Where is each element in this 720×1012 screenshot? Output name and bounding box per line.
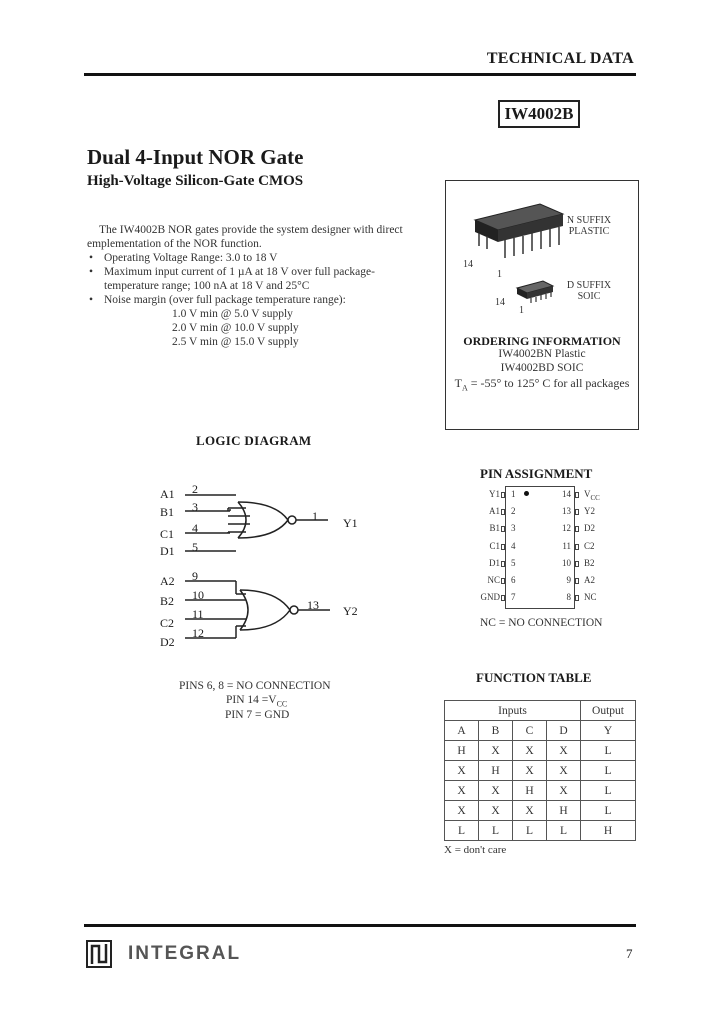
- package-drawings: [445, 180, 639, 330]
- noise-margin-line: 1.0 V min @ 5.0 V supply: [172, 308, 293, 320]
- pin-stub: [575, 526, 579, 532]
- intro-line: emplementation of the NOR function.: [87, 238, 262, 250]
- dip-package-icon: [475, 204, 563, 258]
- table-cell: L: [581, 801, 636, 821]
- header-rule: [84, 73, 636, 76]
- logic-diagram-title: LOGIC DIAGRAM: [196, 433, 312, 448]
- table-cell: L: [581, 741, 636, 761]
- pin-stub: [501, 509, 505, 515]
- table-cell: X: [479, 781, 513, 801]
- description: [87, 223, 432, 349]
- pin-left-label: A1: [489, 506, 500, 517]
- pin-stub: [501, 544, 505, 550]
- bullet-voltage: • Operating Voltage Range: 3.0 to 18 V: [87, 251, 432, 265]
- pin-stub: [501, 578, 505, 584]
- input-label: D2: [160, 635, 175, 649]
- nc-note: PINS 6, 8 = NO CONNECTION: [179, 680, 331, 692]
- pin-right-label: C2: [584, 540, 595, 551]
- pin-right-number: 9: [566, 575, 571, 585]
- table-cell: H: [581, 821, 636, 841]
- output-pin-number: 13: [307, 598, 319, 612]
- dont-care-note: X = don't care: [444, 844, 507, 856]
- output-label: Y2: [343, 604, 358, 618]
- pin-stub: [501, 561, 505, 567]
- page-number: 7: [626, 946, 633, 961]
- input-label: A2: [160, 574, 175, 588]
- d-suffix-label: D SUFFIX SOIC: [566, 280, 612, 302]
- pin-stub: [575, 544, 579, 550]
- pin-right-label: A2: [584, 575, 595, 585]
- ordering-line: IW4002BN Plastic: [498, 348, 586, 360]
- table-row: [445, 801, 636, 821]
- gnd-note: PIN 7 = GND: [225, 709, 290, 721]
- pin-left-number: 2: [511, 506, 516, 517]
- table-cell: X: [513, 761, 547, 781]
- pin-stub: [575, 492, 579, 498]
- input-label: B1: [160, 505, 175, 519]
- input-label: D1: [160, 544, 175, 558]
- pin-left-number: 4: [511, 540, 516, 551]
- input-label: A1: [160, 487, 175, 501]
- pin-number: 2: [192, 482, 198, 496]
- pin-right-number: 11: [562, 540, 571, 551]
- pin-right-number: 14: [562, 489, 571, 499]
- table-cell: X: [445, 761, 479, 781]
- table-cell: H: [479, 761, 513, 781]
- pin-left-label: GND: [480, 592, 500, 603]
- table-row: [445, 821, 636, 841]
- table-cell: X: [479, 741, 513, 761]
- table-cell: H: [547, 801, 581, 821]
- table-row: [445, 781, 636, 801]
- dip-pin1-label: 1: [497, 269, 502, 280]
- n-suffix-label: N SUFFIX PLASTIC: [566, 215, 612, 237]
- pin-left-label: D1: [489, 557, 500, 568]
- ordering-line: IW4002BD SOIC: [500, 362, 584, 374]
- pin-right-label: Y2: [584, 506, 595, 517]
- output-pin-number: 1: [312, 509, 318, 523]
- pin-right-label: NC: [584, 592, 597, 603]
- table-cell: L: [581, 781, 636, 801]
- col-header: B: [479, 721, 513, 741]
- pin-right-number: 13: [562, 506, 571, 517]
- bullet-noise: • Noise margin (over full package temperature range):: [87, 293, 432, 307]
- table-cell: X: [445, 781, 479, 801]
- soic-package-icon: [517, 281, 553, 303]
- table-cell: X: [547, 741, 581, 761]
- pin-number: 11: [192, 607, 204, 621]
- pin-left-label: B1: [489, 523, 500, 534]
- part-number-box: IW4002B: [498, 100, 580, 128]
- pin-left-number: 3: [511, 523, 516, 534]
- pin-left-number: 7: [511, 592, 516, 603]
- brand-name: INTEGRAL: [128, 943, 242, 964]
- inputs-header: Inputs: [445, 701, 581, 721]
- pin-nc-note: NC = NO CONNECTION: [480, 617, 603, 629]
- pin-left-label: Y1: [489, 489, 500, 499]
- page-title: Dual 4-Input NOR Gate: [87, 145, 304, 169]
- pin-right-label: $V_{CC}$: [584, 489, 600, 502]
- pin-left-label: C1: [489, 540, 500, 551]
- pin-left-number: 1: [511, 489, 516, 499]
- integral-logo-icon: [86, 940, 124, 968]
- pin-stub: [575, 578, 579, 584]
- pin-stub: [575, 561, 579, 567]
- col-header: D: [547, 721, 581, 741]
- table-cell: L: [513, 821, 547, 841]
- noise-margin-line: 2.5 V min @ 15.0 V supply: [172, 336, 299, 348]
- table-cell: X: [513, 801, 547, 821]
- soic-pin14-label: 14: [495, 297, 505, 308]
- soic-pin1-label: 1: [519, 305, 524, 316]
- dip-pin14-label: 14: [463, 259, 473, 270]
- ordering-title: ORDERING INFORMATION: [463, 334, 621, 348]
- input-label: C2: [160, 616, 175, 630]
- nor-gate-1: [185, 495, 328, 551]
- table-header-group: [445, 701, 636, 721]
- pin-stub: [501, 526, 505, 532]
- output-label: Y1: [343, 516, 358, 530]
- pin-stub: [575, 595, 579, 601]
- ordering-temp: $T_A = -55^\circ$ to 125° C for all packages: [454, 376, 630, 393]
- pin-right-label: B2: [584, 557, 595, 568]
- input-label: C1: [160, 527, 175, 541]
- col-header: Y: [581, 721, 636, 741]
- input-label: B2: [160, 594, 175, 608]
- vcc-note: PIN $14 =V_{CC}$: [226, 694, 288, 709]
- table-cell: H: [513, 781, 547, 801]
- pin-right-label: D2: [584, 523, 595, 534]
- header-title: TECHNICAL DATA: [486, 50, 634, 67]
- col-header: C: [513, 721, 547, 741]
- pin-number: 3: [192, 500, 198, 514]
- table-cell: L: [445, 821, 479, 841]
- table-header: [445, 721, 636, 741]
- table-cell: L: [547, 821, 581, 841]
- page-subtitle: High-Voltage Silicon-Gate CMOS: [87, 173, 304, 189]
- function-table: [444, 700, 636, 841]
- table-cell: L: [581, 761, 636, 781]
- pin-stub: [501, 595, 505, 601]
- table-cell: X: [479, 801, 513, 821]
- footer-rule: [84, 924, 636, 927]
- pin-stub: [501, 492, 505, 498]
- bullet-input-current: • Maximum input current of 1 µA at 18 V over full package-: [87, 265, 432, 279]
- pin-right-number: 12: [562, 523, 571, 534]
- pin1-dot-icon: [524, 491, 529, 496]
- function-table-title: FUNCTION TABLE: [476, 670, 592, 685]
- pin-number: 12: [192, 626, 204, 640]
- output-header: Output: [581, 701, 636, 721]
- col-header: A: [445, 721, 479, 741]
- intro-line: The IW4002B NOR gates provide the system designer with direct: [99, 224, 403, 236]
- table-cell: H: [445, 741, 479, 761]
- pin-number: 5: [192, 540, 198, 554]
- table-cell: X: [547, 761, 581, 781]
- pin-number: 4: [192, 521, 198, 535]
- table-cell: X: [513, 741, 547, 761]
- pin-right-number: 8: [566, 592, 571, 603]
- pin-assignment-title: PIN ASSIGNMENT: [480, 466, 593, 481]
- pin-number: 9: [192, 569, 198, 583]
- bullet-input-current-cont: temperature range; 100 nA at 18 V and 25°C: [104, 280, 310, 292]
- table-row: [445, 761, 636, 781]
- pin-left-label: NC: [487, 575, 500, 585]
- pin-right-number: 10: [562, 557, 571, 568]
- table-cell: L: [479, 821, 513, 841]
- pin-left-number: 5: [511, 557, 516, 568]
- pin-left-number: 6: [511, 575, 516, 585]
- logic-diagram: [150, 478, 370, 658]
- table-cell: X: [547, 781, 581, 801]
- table-row: [445, 741, 636, 761]
- noise-margin-line: 2.0 V min @ 10.0 V supply: [172, 322, 299, 334]
- pin-number: 10: [192, 588, 204, 602]
- pin-stub: [575, 509, 579, 515]
- table-cell: X: [445, 801, 479, 821]
